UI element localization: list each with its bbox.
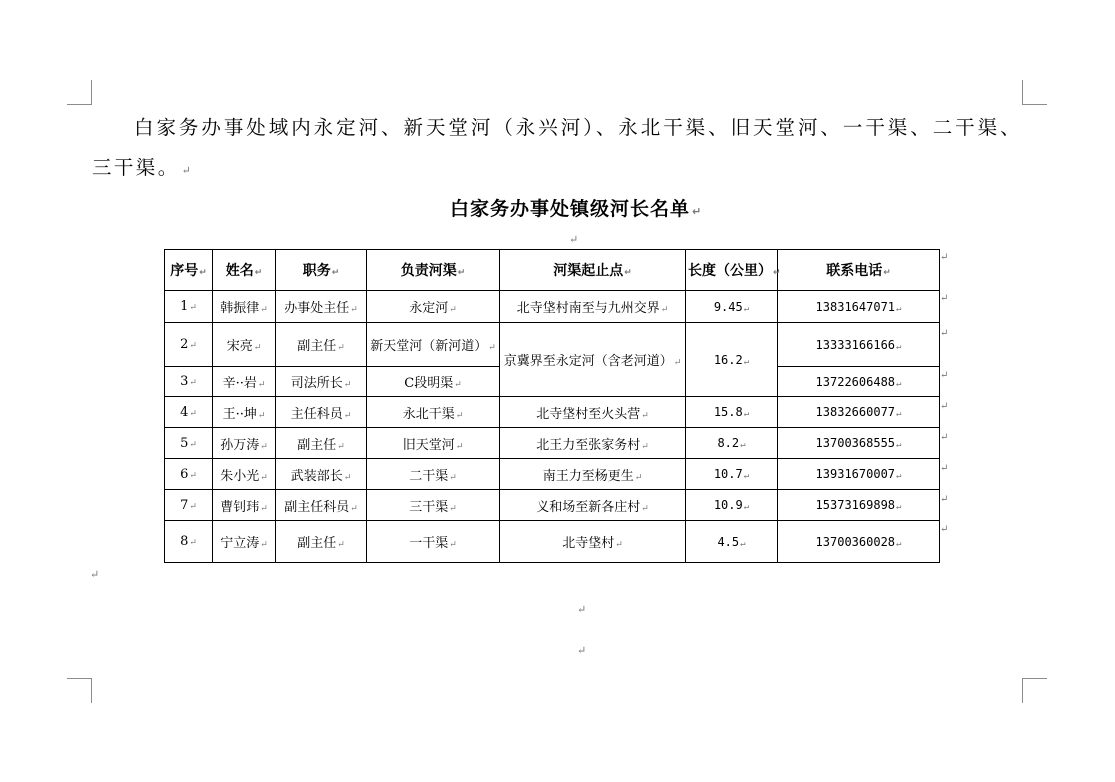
header-cell-title[interactable]: 职务↵ [276,250,367,291]
cell-name[interactable]: 朱小光↵ [213,459,276,490]
cell-no[interactable]: 8↵ [165,521,213,563]
cell-river[interactable]: 永定河↵ [367,291,500,323]
table-row [165,397,940,428]
cell-phone[interactable]: 13832660077↵ [778,397,940,428]
cell-length[interactable]: 15.8↵ [686,397,778,428]
header-cell-range[interactable]: 河渠起止点↵ [500,250,686,291]
cell-range[interactable]: 京冀界至永定河（含老河道）↵ [500,323,686,397]
table-row [165,291,940,323]
cell-phone[interactable]: 13831647071↵ [778,291,940,323]
cell-length[interactable]: 16.2↵ [686,323,778,397]
cell-river[interactable]: 新天堂河（新河道）↵ [367,323,500,367]
river-chief-table [164,249,940,563]
paragraph-mark-icon: ↵ [692,205,702,218]
cell-river[interactable]: 三干渠↵ [367,490,500,521]
cell-no[interactable]: 1↵ [165,291,213,323]
header-cell-no[interactable]: 序号↵ [165,250,213,291]
cell-title[interactable]: 副主任↵ [276,521,367,563]
title-text: 白家务办事处镇级河长名单 [450,198,691,220]
cell-title[interactable]: 司法所长↵ [276,367,367,397]
cell-name[interactable]: 宋亮↵ [213,323,276,367]
header-cell-name[interactable]: 姓名↵ [213,250,276,291]
crop-mark-bottom-left [67,678,92,703]
cell-title[interactable]: 副主任↵ [276,323,367,367]
cell-river[interactable]: 一干渠↵ [367,521,500,563]
cell-phone[interactable]: 13333166166↵ [778,323,940,367]
document-title[interactable] [450,194,701,221]
cell-phone[interactable]: 13700368555↵ [778,428,940,459]
cell-range[interactable]: 义和场至新各庄村↵ [500,490,686,521]
crop-mark-top-left [67,80,92,105]
cell-length[interactable]: 4.5↵ [686,521,778,563]
paragraph-mark-icon: ↵ [181,164,191,177]
cell-length[interactable]: 10.9↵ [686,490,778,521]
cell-river[interactable]: C段明渠↵ [367,367,500,397]
cell-range[interactable]: 南王力至杨更生↵ [500,459,686,490]
cell-title[interactable]: 主任科员↵ [276,397,367,428]
paragraph-mark-icon: ↵ [577,603,587,616]
intro-paragraph[interactable] [92,108,1022,191]
cell-no[interactable]: 2↵ [165,323,213,367]
table-row [165,428,940,459]
cell-title[interactable]: 办事处主任↵ [276,291,367,323]
table-row [165,521,940,563]
cell-name[interactable]: 辛··岩↵ [213,367,276,397]
cell-name[interactable]: 孙万涛↵ [213,428,276,459]
cell-phone[interactable]: 13722606488↵ [778,367,940,397]
table-row [165,323,940,367]
cell-river[interactable]: 二干渠↵ [367,459,500,490]
cell-name[interactable]: 王··坤↵ [213,397,276,428]
row-end-mark-icon: ↵ [940,328,949,339]
cell-range[interactable]: 北寺垡村↵ [500,521,686,563]
table-header-row [165,250,940,291]
row-end-mark-icon: ↵ [940,252,949,263]
cell-no[interactable]: 4↵ [165,397,213,428]
header-cell-length[interactable]: 长度（公里）↵ [686,250,778,291]
row-end-mark-icon: ↵ [940,524,949,535]
row-end-mark-icon: ↵ [940,370,949,381]
row-end-mark-icon: ↵ [940,401,949,412]
crop-mark-bottom-right [1022,678,1047,703]
cell-range[interactable]: 北寺垡村南至与九州交界↵ [500,291,686,323]
cell-name[interactable]: 韩振律↵ [213,291,276,323]
cell-length[interactable]: 10.7↵ [686,459,778,490]
table-row [165,490,940,521]
cell-no[interactable]: 3↵ [165,367,213,397]
cell-name[interactable]: 宁立涛↵ [213,521,276,563]
row-end-mark-icon: ↵ [940,463,949,474]
cell-title[interactable]: 副主任科员↵ [276,490,367,521]
cell-phone[interactable]: 15373169898↵ [778,490,940,521]
header-cell-river[interactable]: 负责河渠↵ [367,250,500,291]
cell-range[interactable]: 北寺垡村至火头营↵ [500,397,686,428]
cell-no[interactable]: 5↵ [165,428,213,459]
intro-text: 白家务办事处域内永定河、新天堂河（永兴河）、永北干渠、旧天堂河、一干渠、二干渠、三干渠。 [92,116,1022,179]
crop-mark-top-right [1022,80,1047,105]
cell-range[interactable]: 北王力至张家务村↵ [500,428,686,459]
cell-length[interactable]: 8.2↵ [686,428,778,459]
cell-river[interactable]: 永北干渠↵ [367,397,500,428]
cell-length[interactable]: 9.45↵ [686,291,778,323]
paragraph-mark-icon: ↵ [90,568,100,581]
cell-phone[interactable]: 13931670007↵ [778,459,940,490]
cell-title[interactable]: 副主任↵ [276,428,367,459]
header-cell-phone[interactable]: 联系电话↵ [778,250,940,291]
row-end-mark-icon: ↵ [940,432,949,443]
cell-phone[interactable]: 13700360028↵ [778,521,940,563]
cell-title[interactable]: 武装部长↵ [276,459,367,490]
paragraph-mark-icon: ↵ [569,233,579,246]
cell-no[interactable]: 6↵ [165,459,213,490]
cell-no[interactable]: 7↵ [165,490,213,521]
row-end-mark-icon: ↵ [940,293,949,304]
paragraph-mark-icon: ↵ [577,644,587,657]
cell-name[interactable]: 曹钊玮↵ [213,490,276,521]
table-row [165,459,940,490]
cell-river[interactable]: 旧天堂河↵ [367,428,500,459]
row-end-mark-icon: ↵ [940,494,949,505]
